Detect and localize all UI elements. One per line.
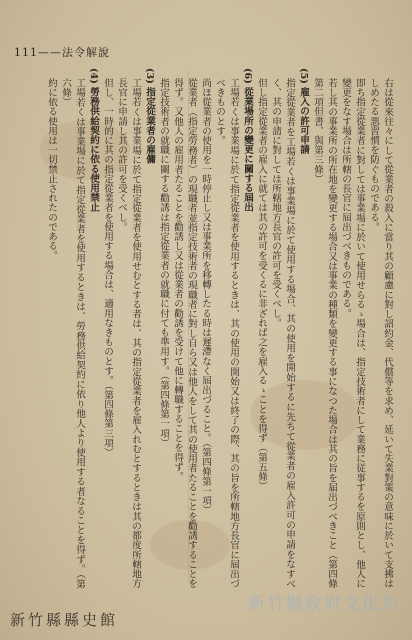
section-heading: (3) 指定從業者の雇傭 xyxy=(144,68,155,164)
right-text-column xyxy=(200,68,394,588)
section-heading: (4) 勞務供給契約に依る使用禁止 xyxy=(88,68,99,212)
paragraph: 若し其の事業所の所在地を變更する場合又は事業の種類を變更する事になつた場合は其の旨を届出づべきこと（第四條第二項但書、與第三條） xyxy=(312,77,337,588)
paragraph: 但し、一時的に其の指定從業者を使用する場合は、適用なきものとす。（第四條第三項） xyxy=(102,77,113,457)
culture-bureau-watermark: 新竹縣政府文化局 xyxy=(248,594,400,614)
paragraph: 即ち指定從業者に對しては事業場に於いて使用せらるゝ場合は、指定技術者にして業務に従事するを原則とし、他人に變更をなす場合は所轄の長官に屆出づべきものである。 xyxy=(340,77,365,588)
paragraph: 但し指定從業者の雇入に就ては其の許可を受くるに非ざれば之を雇入るゝことを得ず（第五條） xyxy=(256,77,267,491)
text-columns xyxy=(22,68,394,588)
paragraph: 工場若くは事業場に於て指定從業者を使用するときは、其の使用の開始又は終了の際、其の旨を所轄地方長官に屆出づべきものとす。 xyxy=(214,77,239,588)
section-heading: (5) 雇入の許可申請 xyxy=(298,68,309,155)
section-heading: (6) 從業場所の變更に關する屆出 xyxy=(242,68,253,212)
paragraph: 指定從業者を工場若くは事業場に於て使用する場合、其の使用を開始するに先ちて從業者の雇入許可の申請をなすべく、其の申請に對しては所轄地方長官の許可を受くべし。 xyxy=(270,77,295,588)
left-text-column xyxy=(22,68,198,588)
page-header: 111——法令解說 xyxy=(14,46,110,59)
paragraph: 尚ほ從業者の使用を一時停止し又は事業所を移轉したる時は遲滯なく屆出づること。（第四條第一項） xyxy=(200,77,211,515)
paragraph: 工場若くは事業場に於て指定從業者を使用するときは、勞務供給契約に依り他人より使用する者なることを得ず。（第六條） xyxy=(60,77,85,588)
paragraph: 右は從來往々にして從業者の殺入に當り其の顧慮に對し詔約金、代償等を求め、延いて失業對策の意味に於いて支拂はしめたる悪習慣を防ぐものである。 xyxy=(368,77,393,588)
paragraph: 從業者（指定勞務者）の現職者並指定技術者の現職者に對し自ら又は他人をして其の使用者たることを勸誘することを得ず。又他人の雇用者たることを勸誘し又は從業者の勸誘を受けて他に轉職することを得ず。 xyxy=(172,77,197,588)
paragraph: 指定技術者の就職に關する勸誘は指定從業者の就職に付ても準用す。（第四條第一項） xyxy=(158,77,169,448)
paragraph: 約に依る使用は一切禁止されたのである。 xyxy=(46,77,57,260)
archive-stamp: 新竹縣縣史館 xyxy=(10,611,119,629)
paragraph: 工場若くは事業場に於て指定從業者を使用せむとする者は、其の指定從業者を雇入れむとするときは其の都度所轄地方長官に申請し其の許可を受くべし。 xyxy=(116,77,141,588)
